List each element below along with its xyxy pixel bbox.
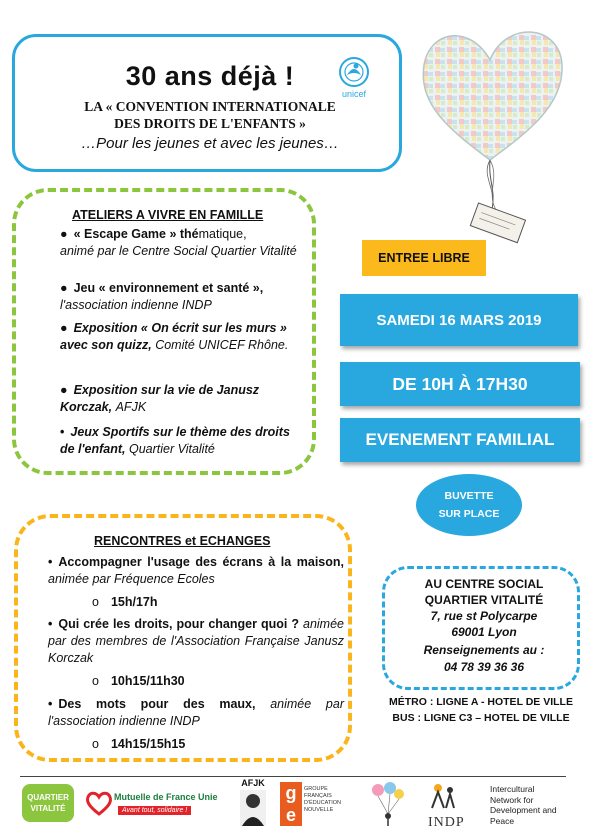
address-line1: AU CENTRE SOCIAL (424, 577, 544, 591)
event-banner: EVENEMENT FAMILIAL (340, 418, 580, 462)
gfen-logo: g e GROUPE FRANÇAIS D'ÉDUCATION NOUVELLE (280, 782, 342, 828)
bullet-icon: ● (60, 281, 68, 295)
buvette-line1: BUVETTE (444, 490, 494, 502)
rencontre-time: o 14h15/15h15 (92, 737, 186, 751)
buvette-badge (416, 474, 522, 536)
header-box (12, 34, 402, 172)
unicef-label: unicef (341, 89, 367, 99)
atelier-desc: l'association indienne INDP (60, 298, 212, 312)
address-line3: 7, rue st Polycarpe (430, 609, 538, 623)
indp-logo (428, 782, 480, 830)
rencontre-item: • Accompagner l'usage des écrans à la maison, animée par Fréquence Ecoles (48, 555, 344, 586)
bullet-icon: • (48, 555, 53, 569)
bullet-icon: ● (60, 321, 68, 335)
bullet-icon: ● (60, 227, 68, 241)
mutuelle-name: Mutuelle de France Unie (114, 792, 218, 802)
atelier-item: ● Exposition « On écrit sur les murs » avec son quizz, Comité UNICEF Rhône. (60, 321, 289, 352)
heart-balloon-image (410, 10, 570, 250)
hours-banner: DE 10H À 17H30 (340, 362, 580, 406)
date-banner: SAMEDI 16 MARS 2019 (340, 294, 578, 346)
indp-label: INDP (428, 815, 465, 830)
rencontre-item: • Des mots pour des maux, animée par l'association indienne INDP (48, 697, 344, 728)
bus-info: BUS : LIGNE C3 – HOTEL DE VILLE (392, 712, 570, 724)
korczak-portrait-icon (238, 788, 268, 828)
address-line2: QUARTIER VITALITÉ (424, 593, 544, 607)
rencontre-time: o 10h15/11h30 (92, 674, 185, 688)
intercultural-network-text: Intercultural Network for Development and Peace (490, 784, 557, 826)
atelier-item: ● « Escape Game » thématique, (60, 227, 247, 241)
ateliers-box (12, 188, 316, 475)
atelier-item: • Jeux Sportifs sur le thème des droits de l'enfant, Quartier Vitalité (60, 425, 290, 456)
atelier-desc: animé par le Centre Social Quartier Vitalité (60, 244, 297, 258)
rencontre-item: • Qui crée les droits, pour changer quoi ? animée par des membres de l'Association Française Janusz Korczak (48, 617, 344, 665)
bullet-icon: • (60, 425, 65, 439)
bullet-icon: ● (60, 383, 68, 397)
address-box (382, 566, 580, 690)
address-phone: 04 78 39 36 36 (443, 660, 525, 674)
subtitle-line2: DES DROITS DE L'ENFANTS » (114, 116, 306, 131)
page-title: 30 ans déjà ! (125, 61, 295, 91)
atelier-item: ● Jeu « environnement et santé », (60, 281, 264, 295)
quartier-vitalite-logo: QUARTIER VITALITÉ (22, 784, 74, 822)
address-line4: 69001 Lyon (451, 625, 517, 639)
entree-libre-banner: ENTREE LIBRE (362, 240, 486, 276)
balloon-child-logo (366, 780, 410, 832)
bullet-icon: • (48, 697, 53, 711)
subtitle-line1: LA « CONVENTION INTERNATIONALE (84, 99, 336, 114)
indp-figure-icon (428, 782, 458, 810)
footer-divider (20, 776, 566, 777)
afjk-logo (238, 778, 268, 832)
ateliers-title: ATELIERS A VIVRE EN FAMILLE (72, 208, 264, 222)
heart-icon (84, 788, 114, 818)
metro-info: MÉTRO : LIGNE A - HOTEL DE VILLE (389, 696, 573, 708)
address-line5: Renseignements au : (423, 643, 545, 657)
mutuelle-slogan: Avant tout, solidaire ! (118, 806, 191, 815)
tagline: …Pour les jeunes et avec les jeunes… (81, 135, 339, 152)
rencontres-title: RENCONTRES et ECHANGES (94, 534, 271, 548)
mutuelle-logo (84, 786, 234, 822)
buvette-line2: SUR PLACE (438, 508, 500, 520)
rencontre-time: o 15h/17h (92, 595, 158, 609)
atelier-item: ● Exposition sur la vie de Janusz Korczak, AFJK (60, 383, 260, 414)
bullet-icon: • (48, 617, 53, 631)
rencontres-box (14, 514, 352, 762)
afjk-label: AFJK (241, 778, 265, 788)
unicef-logo (335, 55, 373, 101)
gfen-label: GROUPE FRANÇAIS D'ÉDUCATION NOUVELLE (304, 786, 342, 813)
